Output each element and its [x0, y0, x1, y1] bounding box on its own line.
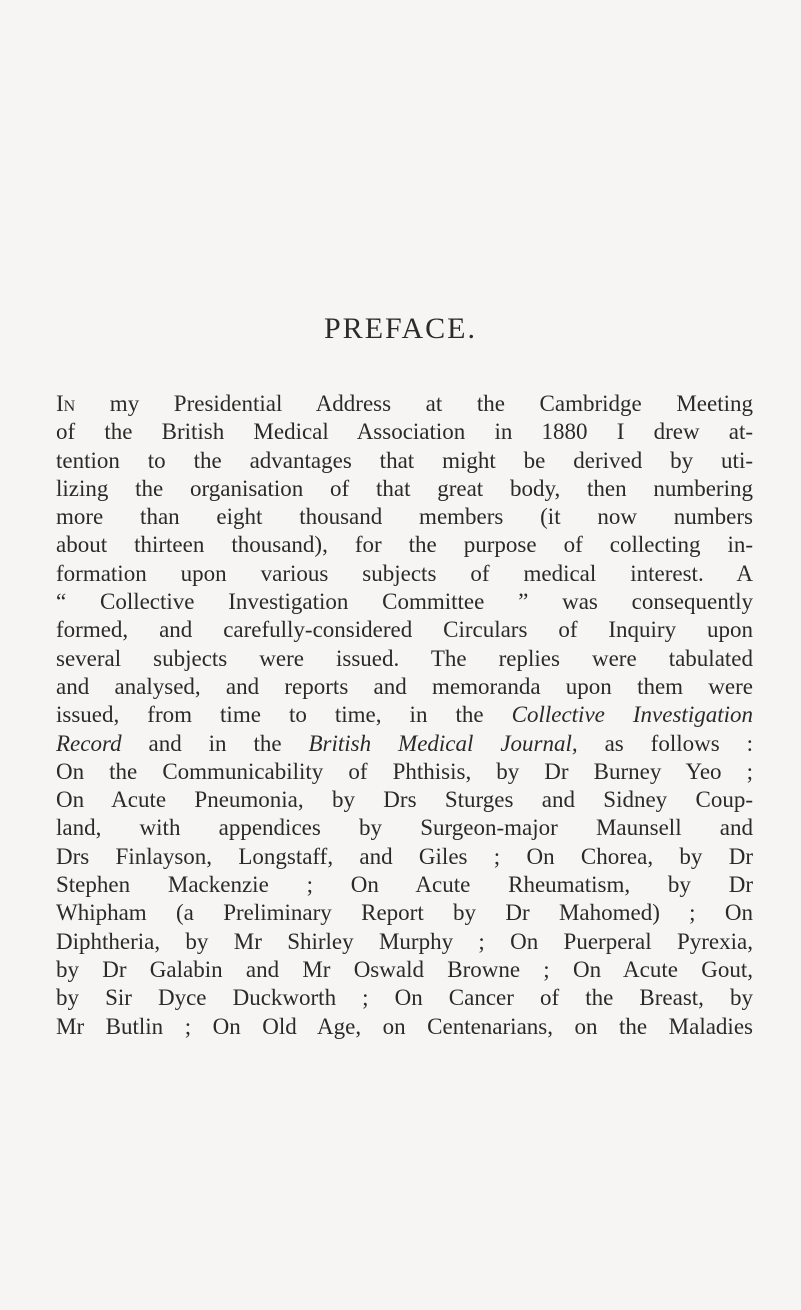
text-line	[56, 531, 753, 559]
text-segment: tention to the advantages that might be derived by uti-	[56, 447, 753, 473]
text-line	[56, 928, 753, 956]
text-line	[56, 503, 753, 531]
text-line	[56, 701, 753, 729]
text-line	[56, 560, 753, 588]
text-line	[56, 814, 753, 842]
text-segment: more than eight thousand members (it now numbers	[56, 504, 753, 530]
text-segment: of the British Medical Association in 1880 I drew at-	[56, 419, 753, 445]
text-segment: about thirteen thousand), for the purpose of collecting in-	[56, 532, 753, 558]
text-segment: by Sir Dyce Duckworth ; On Cancer of the Breast, by	[56, 985, 753, 1011]
text-segment: Drs Finlayson, Longstaff, and Giles ; On Chorea, by Dr	[56, 843, 753, 869]
text-segment: and analysed, and reports and memoranda upon them were	[56, 673, 753, 699]
text-line	[56, 616, 753, 644]
text-line	[56, 588, 753, 616]
text-segment: formation upon various subjects of medical interest. A	[56, 560, 753, 586]
italic-text: Collective Investigation	[511, 702, 753, 728]
text-line	[56, 730, 753, 758]
first-word-small-caps: In	[56, 391, 76, 416]
text-segment: Stephen Mackenzie ; On Acute Rheumatism, by Dr	[56, 872, 753, 898]
text-segment: several subjects were issued. The replies were tabulated	[56, 645, 753, 671]
text-segment: formed, and carefully-considered Circulars of Inquiry upon	[56, 617, 753, 643]
text-line	[56, 475, 753, 503]
text-segment: as follows :	[577, 730, 753, 756]
text-segment: Diphtheria, by Mr Shirley Murphy ; On Puerperal Pyrexia,	[56, 928, 753, 954]
text-segment: and in the	[121, 730, 309, 756]
page-title: PREFACE.	[324, 312, 477, 345]
text-line	[56, 871, 753, 899]
preface-paragraph	[56, 390, 753, 1041]
text-segment: issued, from time to time, in the	[56, 702, 512, 728]
italic-text: British Medical Journal,	[308, 730, 578, 756]
text-line	[56, 390, 753, 418]
text-line	[56, 645, 753, 673]
text-segment: land, with appendices by Surgeon-major Maunsell and	[56, 815, 753, 841]
text-line	[56, 899, 753, 927]
text-segment: Whipham (a Preliminary Report by Dr Mahomed) ; On	[56, 900, 753, 926]
text-segment: by Dr Galabin and Mr Oswald Browne ; On Acute Gout,	[56, 956, 753, 982]
text-line	[56, 758, 753, 786]
text-line	[56, 984, 753, 1012]
italic-text: Record	[56, 730, 122, 756]
text-line	[56, 447, 753, 475]
text-segment: my Presidential Address at the Cambridge Meeting	[75, 391, 753, 416]
text-segment: Mr Butlin ; On Old Age, on Centenarians, on the Maladies	[56, 1013, 753, 1039]
text-line	[56, 786, 753, 814]
text-segment: lizing the organisation of that great body, then numbering	[56, 475, 753, 501]
text-segment: On Acute Pneumonia, by Drs Sturges and Sidney Coup-	[56, 787, 753, 813]
text-line	[56, 843, 753, 871]
text-line	[56, 956, 753, 984]
text-line	[56, 1013, 753, 1041]
text-line	[56, 418, 753, 446]
text-segment: On the Communicability of Phthisis, by Dr Burney Yeo ;	[56, 758, 753, 784]
text-segment: “ Collective Investigation Committee ” was consequently	[56, 589, 753, 615]
text-line	[56, 673, 753, 701]
